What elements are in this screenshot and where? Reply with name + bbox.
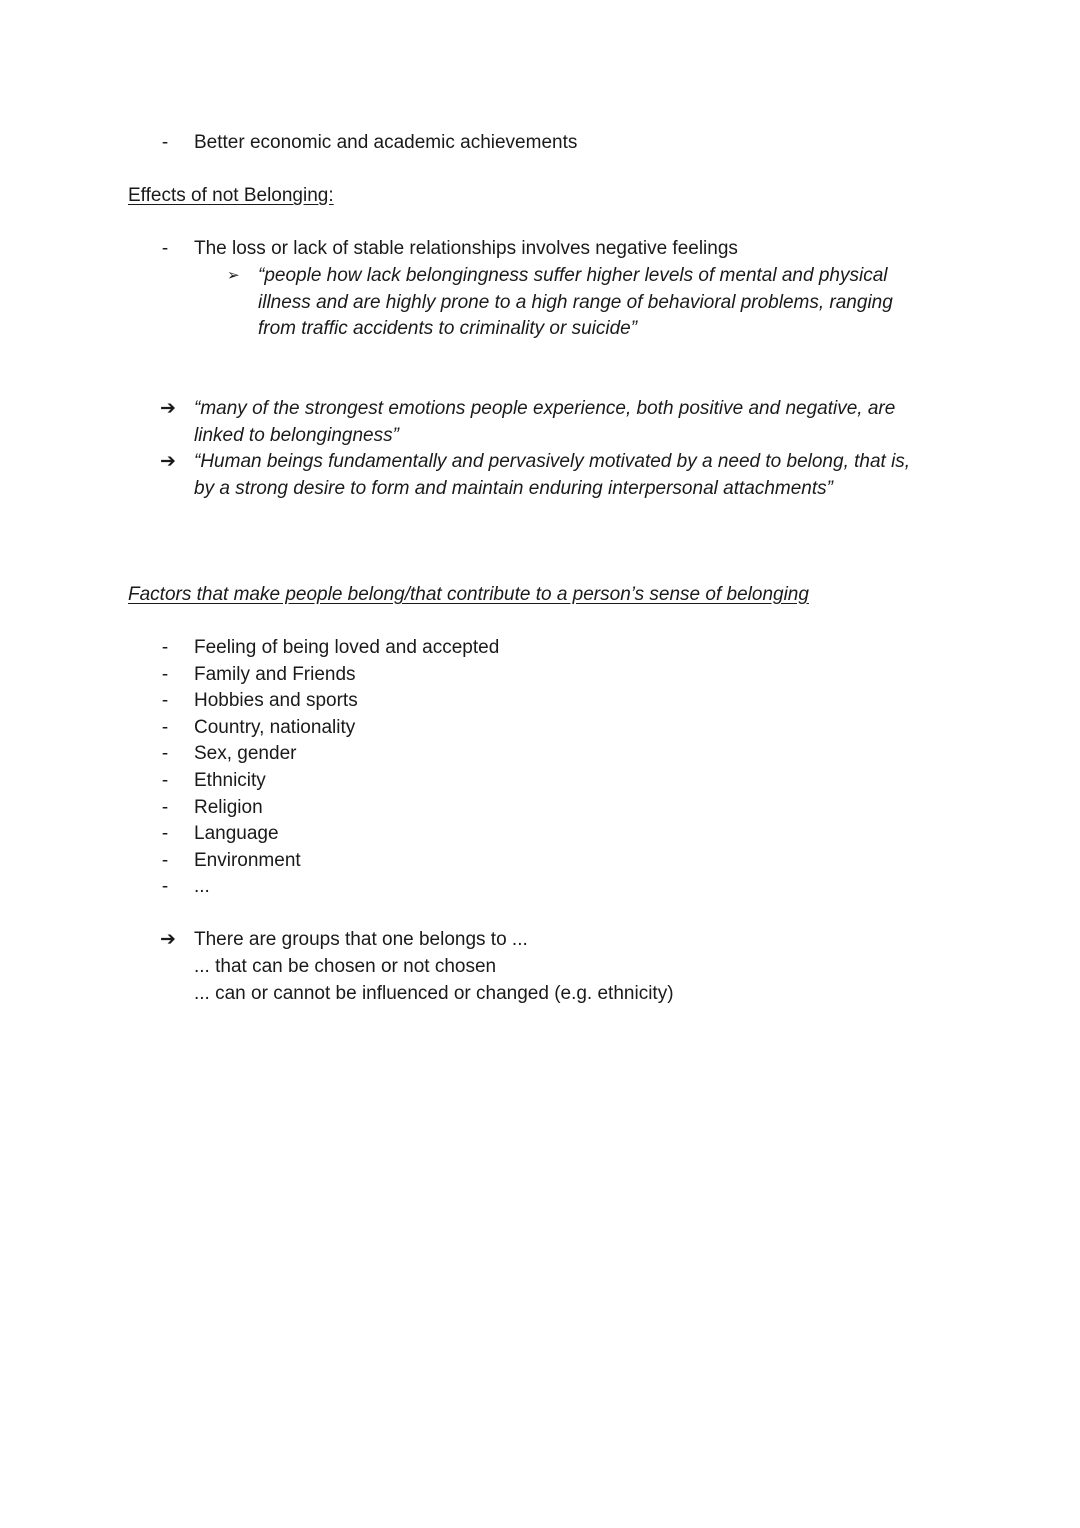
list-item: Feeling of being loved and accepted <box>194 637 500 658</box>
list-item: The loss or lack of stable relationships involves negative feelings <box>194 238 738 259</box>
groups-line: There are groups that one belongs to ... <box>194 929 528 950</box>
quote-line: from traffic accidents to criminality or suicide” <box>258 318 638 339</box>
list-dash: - <box>161 238 169 259</box>
list-item: Country, nationality <box>194 717 356 738</box>
list-dash: - <box>161 132 169 153</box>
list-item: Better economic and academic achievements <box>194 132 578 153</box>
list-dash: - <box>161 770 169 791</box>
list-item: Sex, gender <box>194 743 297 764</box>
quote-line: linked to belongingness” <box>194 425 399 446</box>
list-item: Religion <box>194 797 263 818</box>
list-dash: - <box>161 876 169 897</box>
arrowhead-bullet-icon: ➢ <box>227 267 240 284</box>
list-dash: - <box>161 637 169 658</box>
list-dash: - <box>161 690 169 711</box>
arrow-icon: ➔ <box>160 451 176 472</box>
arrow-icon: ➔ <box>160 398 176 419</box>
quote-line: “Human beings fundamentally and pervasively motivated by a need to belong, that is, <box>194 451 911 472</box>
list-item: Language <box>194 823 279 844</box>
factors-heading: Factors that make people belong/that contribute to a person’s sense of belonging <box>128 584 809 605</box>
quote-line: illness and are highly prone to a high range of behavioral problems, ranging <box>258 292 893 313</box>
arrow-icon: ➔ <box>160 929 176 950</box>
list-item: Ethnicity <box>194 770 266 791</box>
groups-line: ... that can be chosen or not chosen <box>194 956 497 977</box>
list-dash: - <box>161 797 169 818</box>
list-item: ... <box>194 876 210 897</box>
quote-line: “many of the strongest emotions people experience, both positive and negative, are <box>194 398 896 419</box>
groups-line: ... can or cannot be influenced or changed (e.g. ethnicity) <box>194 983 674 1004</box>
list-item: Environment <box>194 850 301 871</box>
list-item: Hobbies and sports <box>194 690 358 711</box>
quote-line: by a strong desire to form and maintain enduring interpersonal attachments” <box>194 478 833 499</box>
list-dash: - <box>161 717 169 738</box>
list-dash: - <box>161 823 169 844</box>
list-dash: - <box>161 664 169 685</box>
list-item: Family and Friends <box>194 664 356 685</box>
quote-line: “people how lack belongingness suffer higher levels of mental and physical <box>258 265 888 286</box>
effects-heading: Effects of not Belonging: <box>128 185 334 206</box>
list-dash: - <box>161 743 169 764</box>
list-dash: - <box>161 850 169 871</box>
